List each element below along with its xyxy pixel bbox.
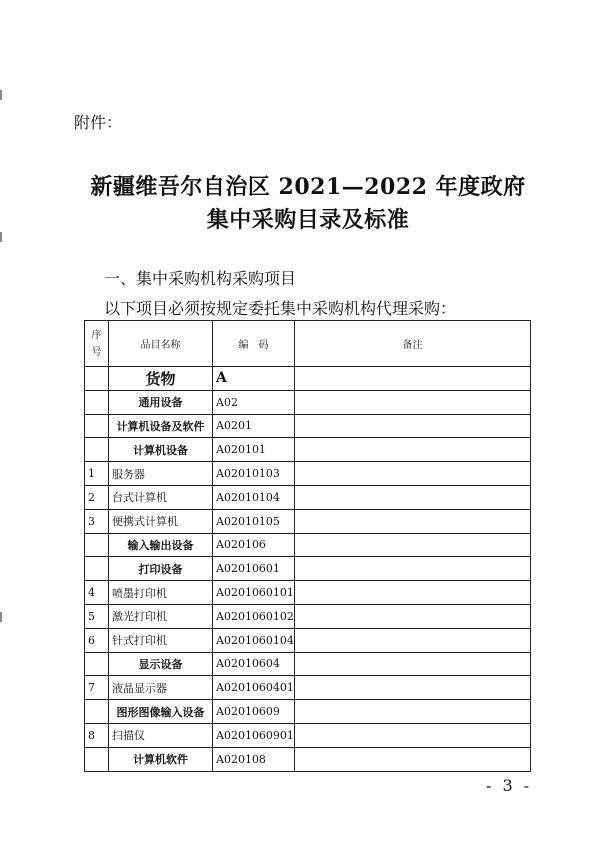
header-seq [85,321,109,367]
header-code: 编 码 [213,321,295,367]
row-number [85,390,109,414]
header-seq-bottom: 号 [91,346,102,358]
item-code: A020106 [213,533,295,557]
item-code: A02010609 [213,700,295,724]
table-row [85,438,531,462]
row-number [85,652,109,676]
item-remarks [295,581,531,605]
row-number [85,367,109,391]
row-number: 5 [85,604,109,628]
item-code: A0201060401 [213,676,295,700]
item-remarks [295,700,531,724]
item-code: A02010104 [213,485,295,509]
item-remarks [295,628,531,652]
item-remarks [295,652,531,676]
table-header-row [85,321,531,367]
row-number [85,700,109,724]
row-number: 3 [85,509,109,533]
item-remarks [295,557,531,581]
table-row [85,581,531,605]
item-name: 计算机设备及软件 [109,414,213,438]
table-row [85,676,531,700]
item-name: 货物 [109,367,213,391]
table-row [85,509,531,533]
item-remarks [295,390,531,414]
row-number [85,438,109,462]
attachment-label: 附件： [74,113,123,132]
item-remarks [295,509,531,533]
item-name: 扫描仪 [109,723,213,747]
item-name: 液晶显示器 [109,676,213,700]
item-remarks [295,533,531,557]
table-row [85,747,531,771]
table-row [85,628,531,652]
catalog-table [84,320,531,772]
item-code: A [213,367,295,391]
header-remarks: 备注 [295,321,531,367]
item-name: 计算机设备 [109,438,213,462]
item-remarks [295,723,531,747]
item-code: A0201060101 [213,581,295,605]
row-number [85,557,109,581]
table-row [85,390,531,414]
header-name: 品目名称 [109,321,213,367]
row-number [85,747,109,771]
row-number: 6 [85,628,109,652]
item-code: A0201060102 [213,604,295,628]
row-number: 7 [85,676,109,700]
item-name: 图形图像输入设备 [109,700,213,724]
item-remarks [295,414,531,438]
table-row [85,700,531,724]
header-seq-top: 序 [91,329,102,341]
table-row [85,723,531,747]
page-number: - 3 - [486,776,533,795]
item-remarks [295,462,531,486]
document-title-line2: 集中采购目录及标准 [206,207,410,233]
item-code: A02010604 [213,652,295,676]
item-code: A02010601 [213,557,295,581]
item-name: 激光打印机 [109,604,213,628]
item-name: 打印设备 [109,557,213,581]
row-number [85,533,109,557]
table-row [85,462,531,486]
item-code: A020108 [213,747,295,771]
item-name: 通用设备 [109,390,213,414]
item-code: A0201 [213,414,295,438]
item-name: 计算机软件 [109,747,213,771]
item-remarks [295,604,531,628]
item-name: 输入输出设备 [109,533,213,557]
table-row [85,533,531,557]
item-name: 显示设备 [109,652,213,676]
table-row [85,485,531,509]
table-body [85,367,531,772]
item-code: A02 [213,390,295,414]
item-name: 台式计算机 [109,485,213,509]
item-remarks [295,676,531,700]
item-code: A0201060104 [213,628,295,652]
row-number: 4 [85,581,109,605]
item-remarks [295,438,531,462]
item-code: A02010105 [213,509,295,533]
row-number: 1 [85,462,109,486]
item-code: A02010103 [213,462,295,486]
item-remarks [295,747,531,771]
document-title-line1: 新疆维吾尔自治区 2021—2022 年度政府 [90,174,526,200]
table-row [85,414,531,438]
row-number: 2 [85,485,109,509]
row-number [85,414,109,438]
table-row [85,652,531,676]
table-row [85,557,531,581]
row-number: 8 [85,723,109,747]
item-code: A020101 [213,438,295,462]
item-name: 喷墨打印机 [109,581,213,605]
table-row [85,604,531,628]
item-name: 便携式计算机 [109,509,213,533]
section-heading: 一、集中采购机构采购项目 [104,269,297,288]
intro-text: 以下项目必须按规定委托集中采购机构代理采购： [104,299,457,318]
item-name: 服务器 [109,462,213,486]
scan-mark [0,612,2,622]
item-remarks [295,367,531,391]
item-name: 针式打印机 [109,628,213,652]
scan-mark [0,90,2,100]
item-code: A0201060901 [213,723,295,747]
table-row [85,367,531,391]
item-remarks [295,485,531,509]
